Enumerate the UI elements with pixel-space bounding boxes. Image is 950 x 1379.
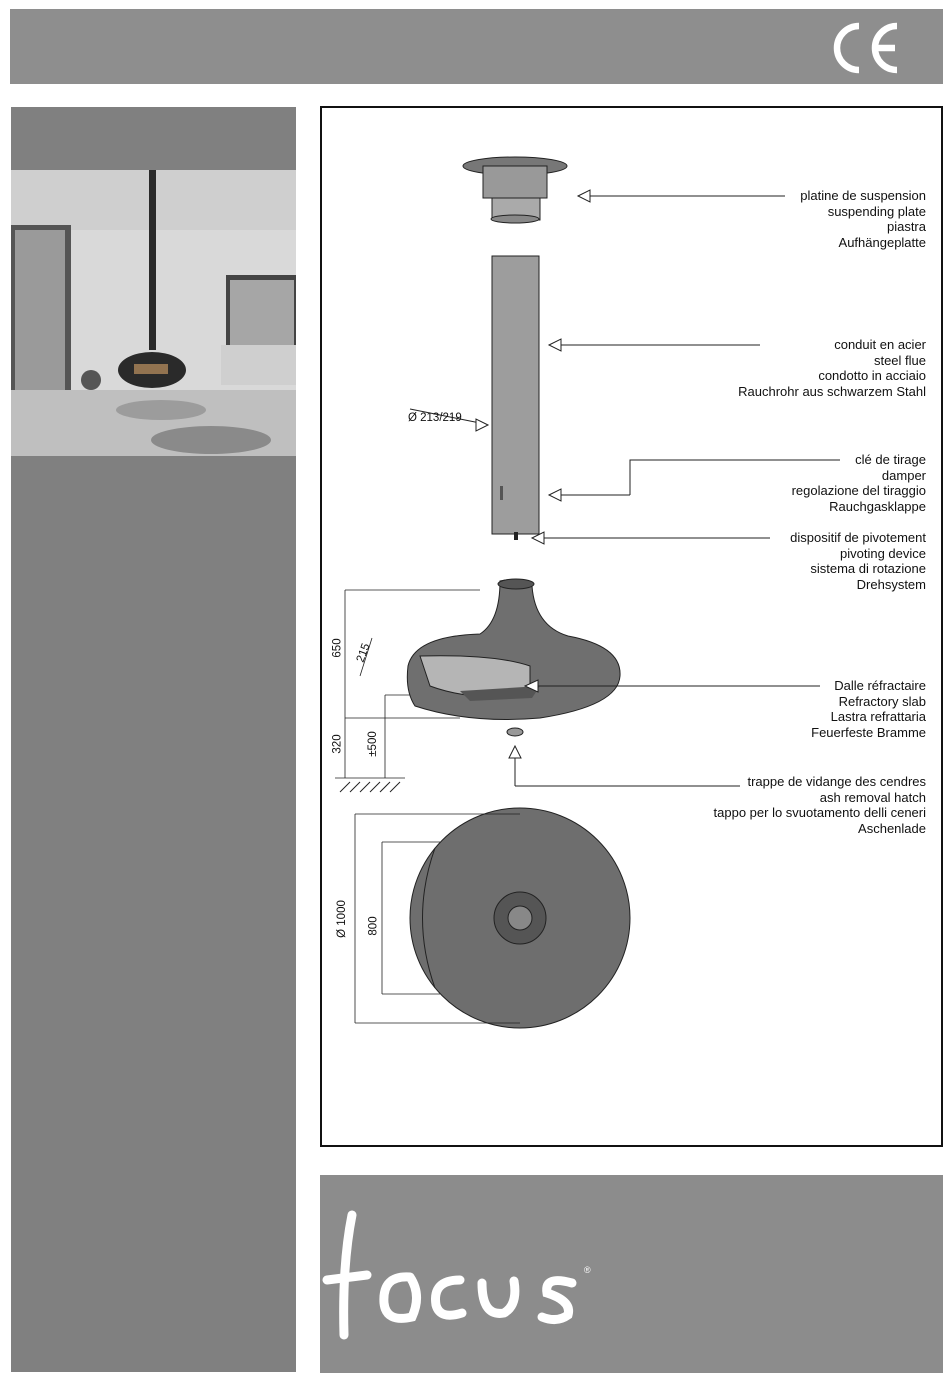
registered-mark: ® [584,1265,591,1275]
label-ash-hatch: trappe de vidange des cendres ash removal hatch tappo per lo svuotamento delli ceneri Aschenlade [713,774,926,836]
dim-flue-diameter: Ø 213/219 [408,412,462,424]
dim-width-800: 800 [367,916,380,936]
focus-logo [322,1205,602,1345]
dim-height-500: ±500 [366,731,379,757]
label-steel-flue: conduit en acier steel flue condotto in acciaio Rauchrohr aus schwarzem Stahl [738,337,926,399]
dim-height-320: 320 [331,734,344,754]
dim-diameter-1000: Ø 1000 [335,900,348,938]
dim-height-650: 650 [331,638,344,658]
header-bar [10,9,943,84]
label-suspending-plate: platine de suspension suspending plate piastra Aufhängeplatte [800,188,926,250]
exploded-diagram [320,106,945,1149]
ce-mark-icon [825,18,903,78]
label-refractory-slab: Dalle réfractaire Refractory slab Lastra refrattaria Feuerfeste Bramme [811,678,926,740]
label-damper: clé de tirage damper regolazione del tiraggio Rauchgasklappe [791,452,926,514]
dim-opening-215: 215 [354,641,373,665]
room-photo-icon [11,170,296,456]
label-pivoting-device: dispositif de pivotement pivoting device sistema di rotazione Drehsystem [790,530,926,592]
